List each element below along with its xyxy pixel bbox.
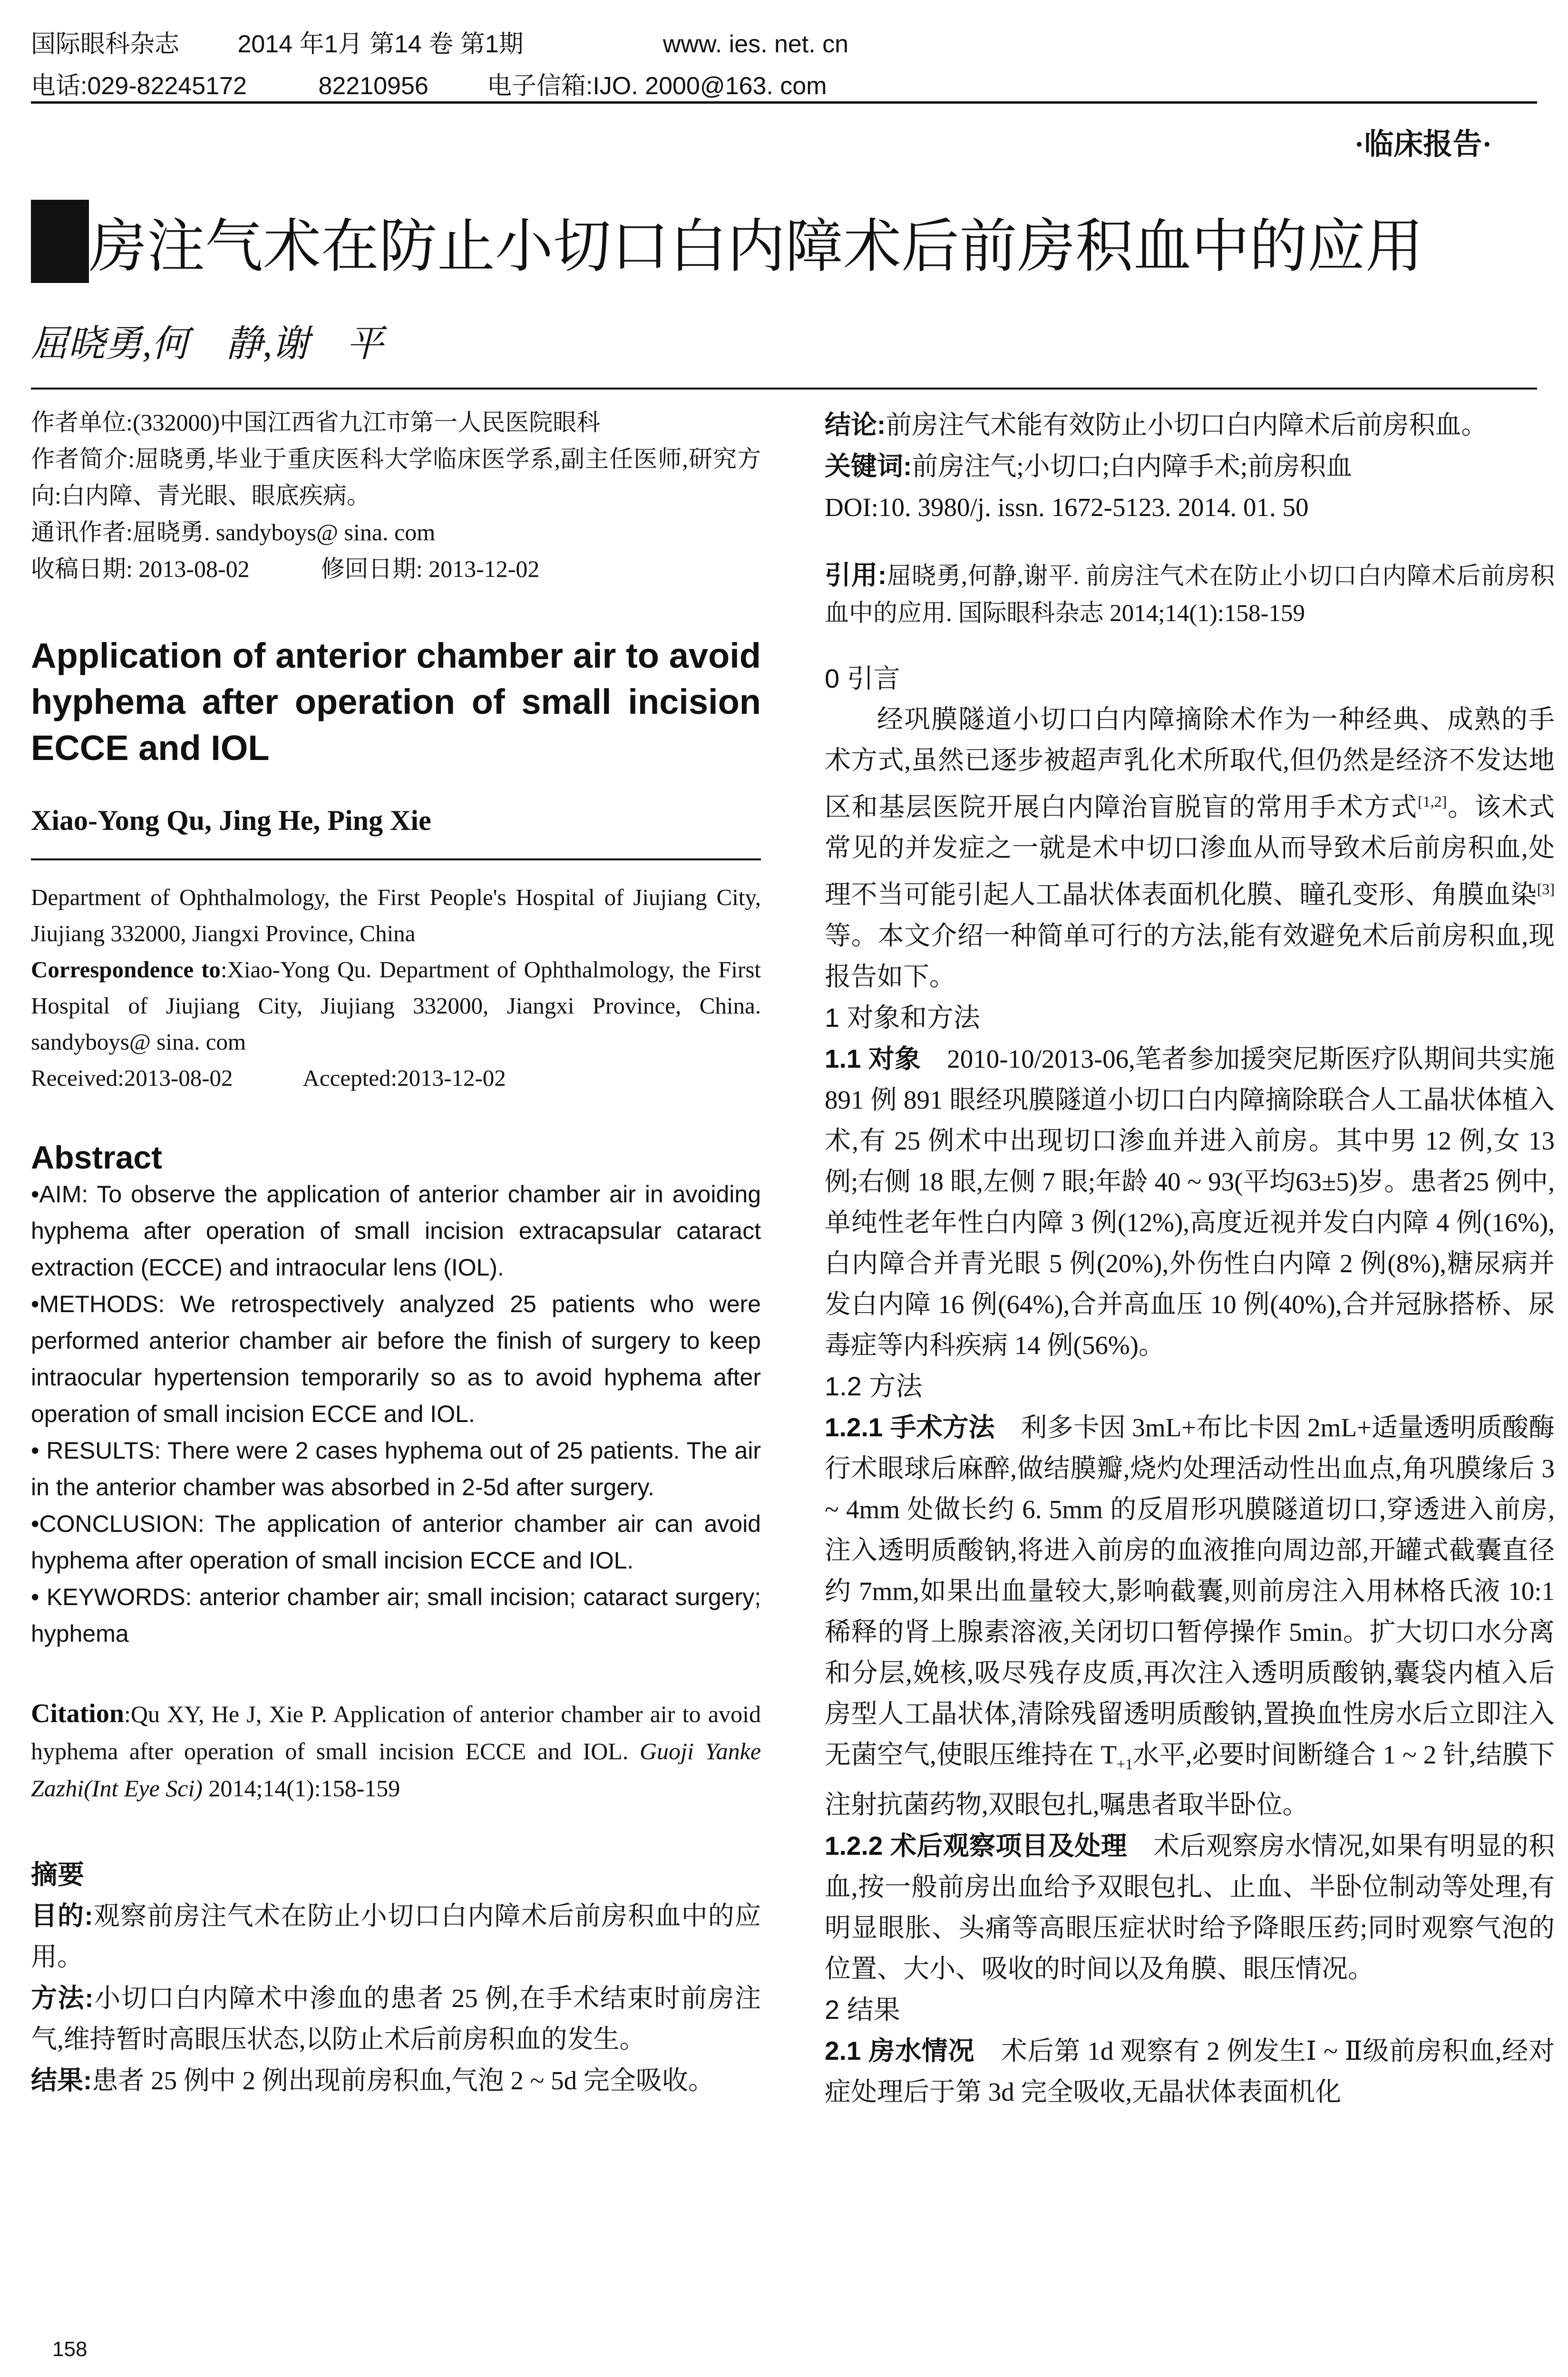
cn-abstract-results [31,2060,761,2101]
cn-citation-label: 引用: [825,560,887,590]
journal-website: www. ies. net. cn [662,30,849,58]
affiliation: Department of Ophthalmology, the First People's Hospital of Jiujiang City, Jiujiang 332000, Jiangxi Province, China [31,884,761,946]
abstract-conclusion: •CONCLUSION: The application of anterior chamber air can avoid hyphema after operation of small incision ECCE and IOL. [31,1510,761,1574]
cn-results-text: 患者 25 例中 2 例出现前房积血,气泡 2 ~ 5d 完全吸收。 [92,2066,714,2095]
article-title [31,200,1423,283]
section-1-1-text: 2010-10/2013-06,笔者参加援突尼斯医疗队期间共实施 891 例 891 眼经巩膜隧道小切口白内障摘除联合人工晶状体植入术,有 25 例术中出现切口渗血并进入前房。其中男 12 例,女 13 例;右侧 18 眼,左侧 7 眼;年龄 40 ~ 93(平均63±5)岁。患者25 例中,单纯性老年性白内障 3 例(12%),高度近视并发白内障 4 例(16%),白内障合并青光眼 5 例(20%),外伤性白内障 2 例(8%),糖尿病并发白内障 16 例(64%),合并高血压 10 例(40%),合并冠脉搭桥、尿毒症等内科疾病 14 例(56%)。 [825,1044,1555,1360]
received-accepted: Received:2013-08-02 Accepted:2013-12-02 [31,1065,506,1091]
cn-keywords-label: 关键词: [825,451,912,481]
cn-methods-text: 小切口白内障术中渗血的患者 25 例,在手术结束时前房注气,维持暂时高眼压状态,以防止术后前房积血的发生。 [31,1984,761,2054]
english-title: Application of anterior chamber air to avoid hyphema after operation of small incision ECCE and IOL [31,636,761,768]
section-1-1-heading: 1.1 对象 [825,1043,921,1073]
citation-journal: Guoji Yanke Zazhi(Int Eye Sci) [31,1738,761,1802]
authors-cn: 屈晓勇,何 静,谢 平 [31,323,384,364]
section-0-heading: 0 引言 [825,663,900,693]
section-1-2-2-heading: 1.2.2 术后观察项目及处理 [825,1831,1127,1861]
cn-keywords [825,446,1555,487]
section-1-2-1-subscript: +1 [1117,1755,1133,1773]
section-1-2-2 [825,1825,1555,1989]
cn-conclusion-label: 结论: [825,410,886,439]
citation-text: :Qu XY, He J, Xie P. Application of anterior chamber air to avoid hyphema after operation of small incision ECCE and IOL. [31,1701,761,1764]
phone: 电话:029-82245172 [31,72,247,100]
right-column [825,404,1555,2113]
corresponding-author: 通讯作者:屈晓勇. sandyboys@ sina. com [31,519,436,546]
section-2-1 [825,2030,1555,2113]
citation-label: Citation [31,1699,124,1728]
citation [31,1695,761,1807]
english-authors: Xiao-Yong Qu, Jing He, Ping Xie [31,805,431,836]
left-column [31,404,761,2101]
cn-keywords-text: 前房注气;小切口;白内障手术;前房积血 [912,452,1353,481]
email: 电子信箱:IJO. 2000@163. com [487,72,827,100]
issue-info: 2014 年1月 第14 卷 第1期 [237,30,524,58]
cn-aim-text: 观察前房注气术在防止小切口白内障术后前房积血中的应用。 [31,1901,761,1971]
received-date: 收稿日期: 2013-08-02 修回日期: 2013-12-02 [31,555,540,582]
journal-name: 国际眼科杂志 [31,30,180,58]
cn-aim-label: 目的: [31,1901,93,1930]
author-bio: 作者简介:屈晓勇,毕业于重庆医科大学临床医学系,副主任医师,研究方向:白内障、青光眼、眼底疾病。 [31,446,761,509]
correspondence [31,952,761,1060]
cn-methods-label: 方法: [31,1983,94,2013]
abstract-methods: •METHODS: We retrospectively analyzed 25 patients who were performed anterior chamber air before the finish of surgery to keep intraocular hypertension temporarily so as to avoid hyphema after operation of small incision ECCE and IOL. [31,1291,761,1427]
citation-tail: 2014;14(1):158-159 [203,1775,400,1802]
section-1-2-heading: 1.2 方法 [825,1371,923,1401]
abstract-aim: •AIM: To observe the application of anterior chamber air in avoiding hyphema after operation of small incision extracapsular cataract extraction (ECCE) and intraocular lens (IOL). [31,1181,761,1281]
cn-results-label: 结果: [31,2065,92,2095]
cn-abstract-methods [31,1978,761,2060]
section-1-2-1-heading: 1.2.1 手术方法 [825,1412,995,1442]
intro-text-b: 。该术式常见的并发症之一就是术中切口渗血从而导致术后前房积血,处理不当可能引起人工晶状体表面机化膜、瞳孔变形、角膜血染 [825,792,1555,909]
title-rule [31,388,1537,390]
section-1-1 [825,1038,1555,1366]
section-tag: ·临床报告· [1354,128,1492,161]
abstract-keywords: • KEYWORDS: anterior chamber air; small incision; cataract surgery; hyphema [31,1584,761,1647]
section-1-2-2-text: 术后观察房水情况,如果有明显的积血,按一般前房出血给予双眼包扎、止血、半卧位制动等处理,有明显眼胀、头痛等高眼压症状时给予降眼压药;同时观察气泡的位置、大小、吸收的时间以及角膜、眼压情况。 [825,1831,1555,1983]
cn-citation-text: 屈晓勇,何静,谢平. 前房注气术在防止小切口白内障术后前房积血中的应用. 国际眼科杂志 2014;14(1):158-159 [825,563,1555,627]
header-rule [31,101,1537,104]
doi: DOI:10. 3980/j. issn. 1672-5123. 2014. 01. 50 [825,493,1309,522]
section-1-2-1-text-b: 水平,必要时间断缝合 1 ~ 2 针,结膜下注射抗菌药物,双眼包扎,嘱患者取半卧位。 [825,1740,1555,1819]
journal-header-line2 [31,66,827,101]
correspondence-text: :Xiao-Yong Qu. Department of Ophthalmology, the First Hospital of Jiujiang City, Jiujiang 332000, Jiangxi Province, China. sandyboys@ sina. com [31,956,761,1055]
cn-conclusion [825,404,1555,446]
author-unit: 作者单位:(332000)中国江西省九江市第一人民医院眼科 [31,409,601,436]
section-1-heading: 1 对象和方法 [825,1002,980,1033]
section-2-1-heading: 2.1 房水情况 [825,2036,975,2065]
cn-abstract-heading: 摘要 [31,1860,84,1890]
section-1-2-1 [825,1407,1555,1825]
section-2-1-text: 术后第 1d 观察有 2 例发生Ⅰ ~ Ⅱ级前房积血,经对症处理后于第 3d 完全吸收,无晶状体表面机化 [825,2036,1555,2106]
title-text: 房注气术在防止小切口白内障术后前房积血中的应用 [89,213,1423,280]
cn-citation [825,556,1555,632]
title-first-char: 前 [31,200,89,283]
phone-2: 82210956 [318,72,429,100]
intro-text-a: 经巩膜隧道小切口白内障摘除术作为一种经典、成熟的手术方式,虽然已逐步被超声乳化术所取代,但仍然是经济不发达地区和基层医院开展白内障治盲脱盲的常用手术方式 [825,705,1555,822]
section-2-heading: 2 结果 [825,1994,900,2025]
correspondence-label: Correspondence to [31,956,221,983]
affiliation-block [31,879,761,1096]
ref-3: [3] [1537,880,1555,898]
abstract [31,1176,761,1652]
journal-header-line1 [31,24,848,59]
intro-text-c: 等。本文介绍一种简单可行的方法,能有效避免术后前房积血,现报告如下。 [825,921,1555,991]
cn-conclusion-text: 前房注气术能有效防止小切口白内障术后前房积血。 [886,410,1488,439]
cn-abstract-aim [31,1895,761,1978]
english-authors-rule [31,858,761,860]
abstract-heading: Abstract [31,1140,162,1176]
abstract-results: • RESULTS: There were 2 cases hyphema out of 25 patients. The air in the anterior chamber was absorbed in 2-5d after surgery. [31,1437,761,1500]
page-number: 158 [52,2338,88,2361]
section-1-2-1-text-a: 利多卡因 3mL+布比卡因 2mL+适量透明质酸酶行术眼球后麻醉,做结膜瓣,烧灼处理活动性出血点,角巩膜缘后 3 ~ 4mm 处做长约 6. 5mm 的反眉形巩膜隧道切口,穿透进入前房,注入透明质酸钠,将进入前房的血液推向周边部,开罐式截囊直径约 7mm,如果出血量较大,影响截囊,则前房注入用林格氏液 10:1 稀释的肾上腺素溶液,关闭切口暂停操作 5min。扩大切口水分离和分层,娩核,吸尽残存皮质,再次注入透明质酸钠,囊袋内植入后房型人工晶状体,清除残留透明质酸钠,置换血性房水后立即注入无菌空气,使眼压维持在 T [825,1413,1555,1769]
intro-paragraph [825,699,1555,997]
ref-1-2: [1,2] [1417,793,1447,810]
author-meta [31,404,761,587]
